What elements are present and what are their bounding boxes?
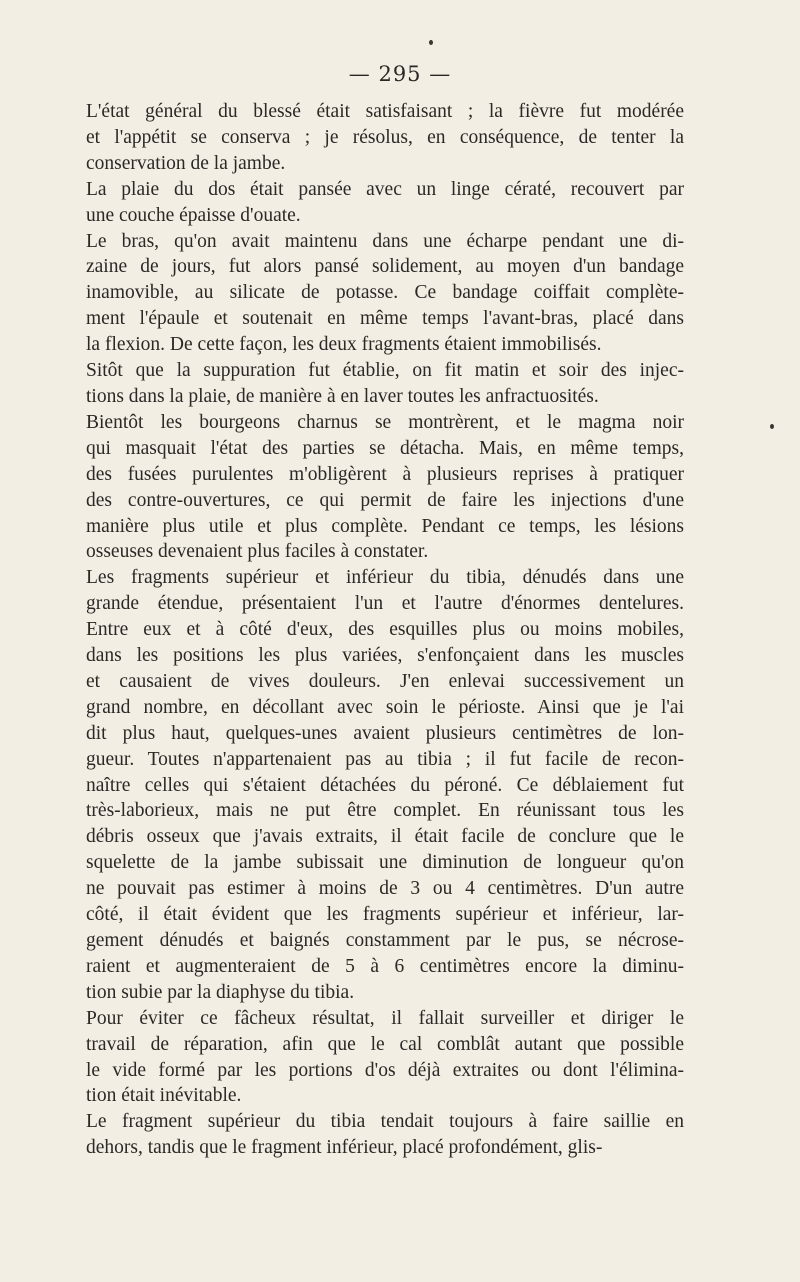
text-line: manière plus utile et plus complète. Pendant ce temps, les lésions <box>86 515 684 537</box>
text-line: osseuses devenaient plus faciles à constater. <box>86 541 429 563</box>
paragraph <box>86 410 684 565</box>
paragraph <box>86 565 684 1005</box>
text-line: Les fragments supérieur et inférieur du tibia, dénudés dans une <box>86 567 684 589</box>
page-number: — 295 — <box>348 62 452 86</box>
text-line: Pour éviter ce fâcheux résultat, il fallait surveiller et diriger le <box>86 1007 684 1029</box>
text-line: L'état général du blessé était satisfaisant ; la fièvre fut modérée <box>86 101 684 122</box>
text-line: inamovible, au silicate de potasse. Ce bandage coiffait complète- <box>86 282 684 304</box>
text-line: raient et augmenteraient de 5 à 6 centimètres encore la diminu- <box>86 955 684 977</box>
paragraph <box>86 358 684 410</box>
text-line: débris osseux que j'avais extraits, il était facile de conclure que le <box>86 826 684 848</box>
text-line: des fusées purulentes m'obligèrent à plusieurs reprises à pratiquer <box>86 463 684 485</box>
paragraph <box>86 1109 684 1161</box>
text-line: Entre eux et à côté d'eux, des esquilles plus ou moins mobiles, <box>86 619 684 641</box>
text-line: grand nombre, en décollant avec soin le périoste. Ainsi que je l'ai <box>86 696 684 718</box>
text-line: dans les positions les plus variées, s'enfonçaient dans les muscles <box>86 645 684 667</box>
text-line: et causaient de vives douleurs. J'en enlevai successivement un <box>86 670 684 692</box>
ink-speck <box>429 40 433 45</box>
body-text <box>86 99 684 1161</box>
text-line: squelette de la jambe subissait une diminution de longueur qu'on <box>86 852 684 874</box>
text-line: dehors, tandis que le fragment inférieur, placé profondément, glis- <box>86 1137 603 1159</box>
text-line: travail de réparation, afin que le cal comblât autant que possible <box>86 1033 684 1055</box>
text-line: naître celles qui s'étaient détachées du péroné. Ce déblaiement fut <box>86 774 684 796</box>
text-line: la flexion. De cette façon, les deux fragments étaient immobilisés. <box>86 334 602 356</box>
text-line: Le bras, qu'on avait maintenu dans une écharpe pendant une di- <box>86 230 684 252</box>
text-line: tions dans la plaie, de manière à en laver toutes les anfractuosités. <box>86 385 599 407</box>
paragraph <box>86 1006 684 1110</box>
text-line: côté, il était évident que les fragments supérieur et inférieur, lar- <box>86 904 684 926</box>
text-line: le vide formé par les portions d'os déjà extraites ou dont l'élimina- <box>86 1059 684 1081</box>
text-line: qui masquait l'état des parties se détacha. Mais, en même temps, <box>86 437 684 459</box>
text-line: gueur. Toutes n'appartenaient pas au tibia ; il fut facile de recon- <box>86 748 684 770</box>
text-line: gement dénudés et baignés constamment par le pus, se nécrose- <box>86 930 684 951</box>
text-line: Bientôt les bourgeons charnus se montrèrent, et le magma noir <box>86 411 684 433</box>
text-line: conservation de la jambe. <box>86 152 286 174</box>
text-line: ne pouvait pas estimer à moins de 3 ou 4 centimètres. D'un autre <box>86 878 684 900</box>
text-line: ment l'épaule et soutenait en même temps l'avant-bras, placé dans <box>86 308 684 330</box>
text-line: et l'appétit se conserva ; je résolus, en conséquence, de tenter la <box>86 126 684 148</box>
text-line: zaine de jours, fut alors pansé solidement, au moyen d'un bandage <box>86 256 684 278</box>
text-line: Le fragment supérieur du tibia tendait toujours à faire saillie en <box>86 1111 684 1133</box>
paragraph <box>86 229 684 359</box>
text-line: une couche épaisse d'ouate. <box>86 204 301 226</box>
paragraph <box>86 177 684 229</box>
ink-speck <box>770 424 774 429</box>
text-line: Sitôt que la suppuration fut établie, on fit matin et soir des injec- <box>86 360 684 382</box>
text-line: très-laborieux, mais ne put être complet. En réunissant tous les <box>86 800 684 822</box>
text-line: grande étendue, présentaient l'un et l'autre d'énormes dentelures. <box>86 593 684 615</box>
text-line: tion subie par la diaphyse du tibia. <box>86 981 355 1003</box>
text-line: des contre-ouvertures, ce qui permit de faire les injections d'une <box>86 489 684 511</box>
text-line: La plaie du dos était pansée avec un linge cératé, recouvert par <box>86 178 684 200</box>
paragraph <box>86 99 684 177</box>
text-line: tion était inévitable. <box>86 1085 242 1107</box>
text-line: dit plus haut, quelques-unes avaient plusieurs centimètres de lon- <box>86 722 684 744</box>
